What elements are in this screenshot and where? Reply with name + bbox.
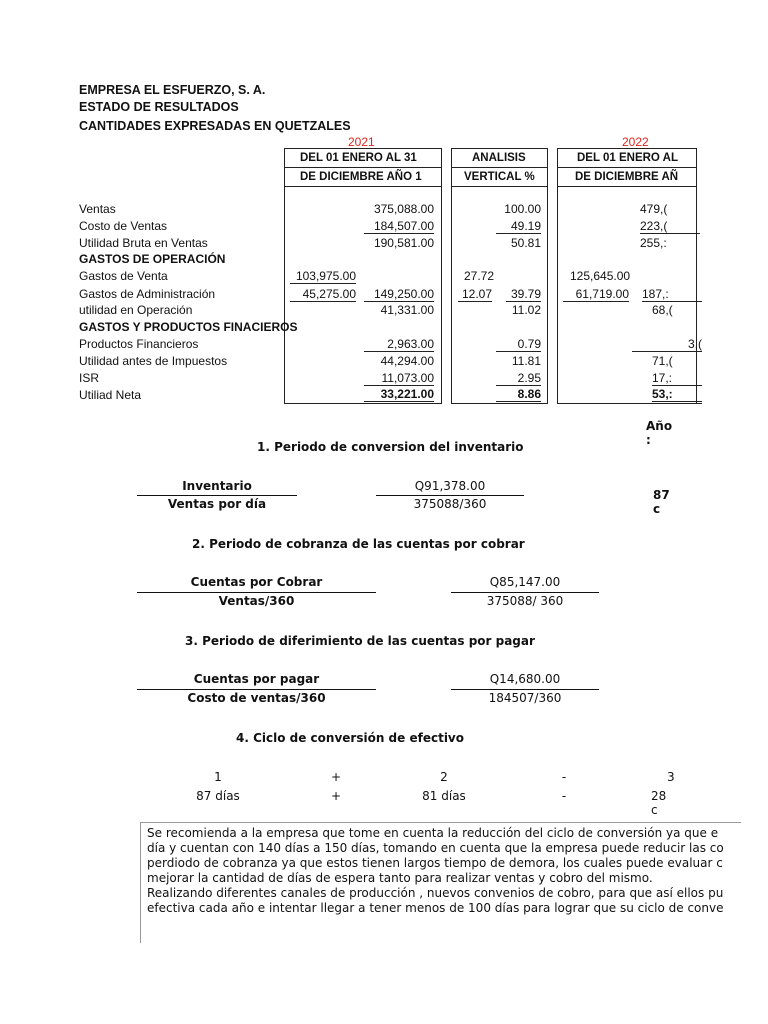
recommendation-line: Realizando diferentes canales de producción , nuevos convenios de cobro, para que así ellos pu — [147, 886, 724, 900]
pct-antes-imp: 11.81 — [511, 354, 541, 368]
header-2022-line2: DE DICIEMBRE AÑ — [575, 171, 679, 183]
pcta-gastos-venta: 27.72 — [464, 269, 495, 283]
currency-note: CANTIDADES EXPRESADAS EN QUETZALES — [79, 119, 351, 133]
v2021-costo: 184,507.00 — [364, 219, 434, 234]
v2021-utilidad-op: 41,331.00 — [380, 303, 434, 317]
ccc-term2-index: 2 — [440, 770, 448, 784]
ratio3-den-value: 184507/360 — [488, 691, 562, 705]
year-2021: 2021 — [348, 135, 375, 149]
ccc-term3-index: 3 — [667, 770, 675, 784]
v2022-isr: 17,: — [652, 371, 702, 386]
v2021-bruta: 190,581.00 — [373, 236, 434, 250]
ccc-term1-index: 1 — [214, 770, 222, 784]
a2022-gastos-admin: 61,719.00 — [563, 287, 629, 302]
ratio1-den-value: 375088/360 — [413, 497, 487, 511]
label-gastos-admin: Gastos de Administración — [79, 287, 216, 301]
label-costo-ventas: Costo de Ventas — [79, 219, 168, 233]
year-2022: 2022 — [622, 135, 649, 149]
ratio1-num-value: Q91,378.00 — [414, 479, 486, 493]
label-utilidad-operacion: utilidad en Operación — [79, 303, 193, 317]
v2022-productos-fin: 3,( — [632, 337, 702, 352]
label-utilidad-bruta: Utilidad Bruta en Ventas — [79, 236, 208, 250]
ratio2-num-label: Cuentas por Cobrar — [190, 575, 323, 589]
divider — [557, 186, 697, 187]
fraction-line — [451, 689, 599, 690]
v2022-costo: 223,( — [640, 219, 700, 234]
ano-label: Año : — [646, 419, 673, 447]
v2022-antes-imp: 71,( — [652, 354, 673, 368]
header-analysis-line1: ANALISIS — [472, 152, 526, 164]
label-utilidad-neta: Utiliad Neta — [79, 388, 142, 402]
recommendation-text — [147, 826, 724, 916]
label-antes-impuestos: Utilidad antes de Impuestos — [79, 354, 228, 368]
ratio3-den-label: Costo de ventas/360 — [187, 691, 326, 705]
divider — [284, 167, 442, 168]
ratio4-title: 4. Ciclo de conversión de efectivo — [236, 731, 464, 745]
label-productos-financieros: Productos Financieros — [79, 337, 199, 351]
v2021-antes-imp: 44,294.00 — [380, 354, 434, 368]
label-gastos-venta: Gastos de Venta — [79, 269, 168, 283]
ccc-op1: + — [330, 770, 342, 784]
ratio2-den-value: 375088/ 360 — [486, 594, 564, 608]
ccc-op2: - — [561, 770, 567, 784]
ratio1-den-label: Ventas por día — [167, 497, 267, 511]
statement-title: ESTADO DE RESULTADOS — [79, 100, 239, 114]
ratio2-den-label: Ventas/360 — [218, 594, 295, 608]
pct-gastos-admin: 39.79 — [506, 287, 541, 302]
v2022-utilidad-op: 68,( — [652, 303, 673, 317]
divider — [284, 186, 442, 187]
pct-ventas: 100.00 — [504, 202, 541, 216]
pct-neta: 8.86 — [496, 387, 541, 404]
header-2022-line1: DEL 01 ENERO AL — [577, 152, 678, 164]
v2021-neta: 33,221.00 — [364, 387, 434, 404]
label-ventas: Ventas — [79, 202, 116, 216]
v2022-ventas: 479,( — [640, 202, 668, 216]
label-isr: ISR — [79, 371, 100, 385]
ccc-op1-days: + — [330, 789, 342, 803]
pct-utilidad-op: 11.02 — [511, 303, 541, 317]
v2021-ventas: 375,088.00 — [373, 202, 434, 216]
ratio2-title: 2. Periodo de cobranza de las cuentas por cobrar — [192, 537, 525, 551]
ratio3-num-label: Cuentas por pagar — [193, 672, 320, 686]
ratio1-result: 87 c — [653, 488, 670, 516]
ratio3-title: 3. Periodo de diferimiento de las cuentas por pagar — [185, 634, 535, 648]
recommendation-line: mejorar la cantidad de días de espera tanto para realizar ventas y cobro del mismo. — [147, 871, 653, 885]
ratio3-num-value: Q14,680.00 — [489, 672, 561, 686]
v2021-isr: 11,073.00 — [364, 371, 434, 386]
fraction-line — [451, 592, 599, 593]
recommendation-line: efectiva cada año e intentar llegar a tener menos de 100 días para lograr que su ciclo de conve — [147, 901, 724, 915]
pct-isr: 2.95 — [496, 371, 541, 386]
divider — [557, 167, 697, 168]
a2022-gastos-venta: 125,645.00 — [570, 269, 631, 283]
a2021-gastos-admin: 45,275.00 — [290, 287, 356, 302]
recommendation-line: Se recomienda a la empresa que tome en cuenta la reducción del ciclo de conversión ya que e — [147, 826, 719, 840]
ccc-op2-days: - — [561, 789, 567, 803]
v2022-neta: 53,: — [652, 387, 702, 404]
ccc-term1-days: 87 días — [196, 789, 240, 803]
v2022-gastos-admin: 187,: — [642, 287, 702, 302]
ratio2-num-value: Q85,147.00 — [489, 575, 561, 589]
fraction-line — [137, 689, 376, 690]
v2021-gastos-admin: 149,250.00 — [364, 287, 434, 302]
label-gastos-financieros: GASTOS Y PRODUCTOS FINACIEROS — [79, 320, 298, 334]
header-analysis-line2: VERTICAL % — [464, 171, 535, 183]
fraction-line — [376, 495, 524, 496]
pct-costo: 49.19 — [496, 219, 541, 234]
ccc-term3-days: 28 c — [651, 789, 667, 817]
fraction-line — [137, 495, 297, 496]
recommendation-line: día y cuentan con 140 días a 150 días, tomando en cuenta que la empresa puede reducir las co — [147, 841, 724, 855]
divider — [451, 186, 548, 187]
ccc-term2-days: 81 días — [422, 789, 466, 803]
recommendation-line: perdiodo de cobranza ya que estos tienen largos tiempo de demora, los cuales puede evaluar c — [147, 856, 723, 870]
pcta-gastos-admin: 12.07 — [458, 287, 492, 302]
pct-productos-fin: 0.79 — [496, 337, 541, 352]
v2021-productos-fin: 2,963.00 — [364, 337, 434, 352]
a2021-gastos-venta: 103,975.00 — [290, 269, 356, 284]
ratio1-num-label: Inventario — [182, 479, 252, 493]
ratio1-title: 1. Periodo de conversion del inventario — [257, 440, 524, 454]
pct-bruta: 50.81 — [510, 236, 541, 250]
v2022-bruta: 255,: — [640, 236, 667, 250]
label-gastos-operacion: GASTOS DE OPERACIÓN — [79, 252, 226, 266]
header-2021-line2: DE DICIEMBRE AÑO 1 — [300, 171, 422, 183]
header-2021-line1: DEL 01 ENERO AL 31 — [300, 152, 417, 164]
divider — [451, 167, 548, 168]
company-name: EMPRESA EL ESFUERZO, S. A. — [79, 83, 266, 97]
fraction-line — [137, 592, 376, 593]
